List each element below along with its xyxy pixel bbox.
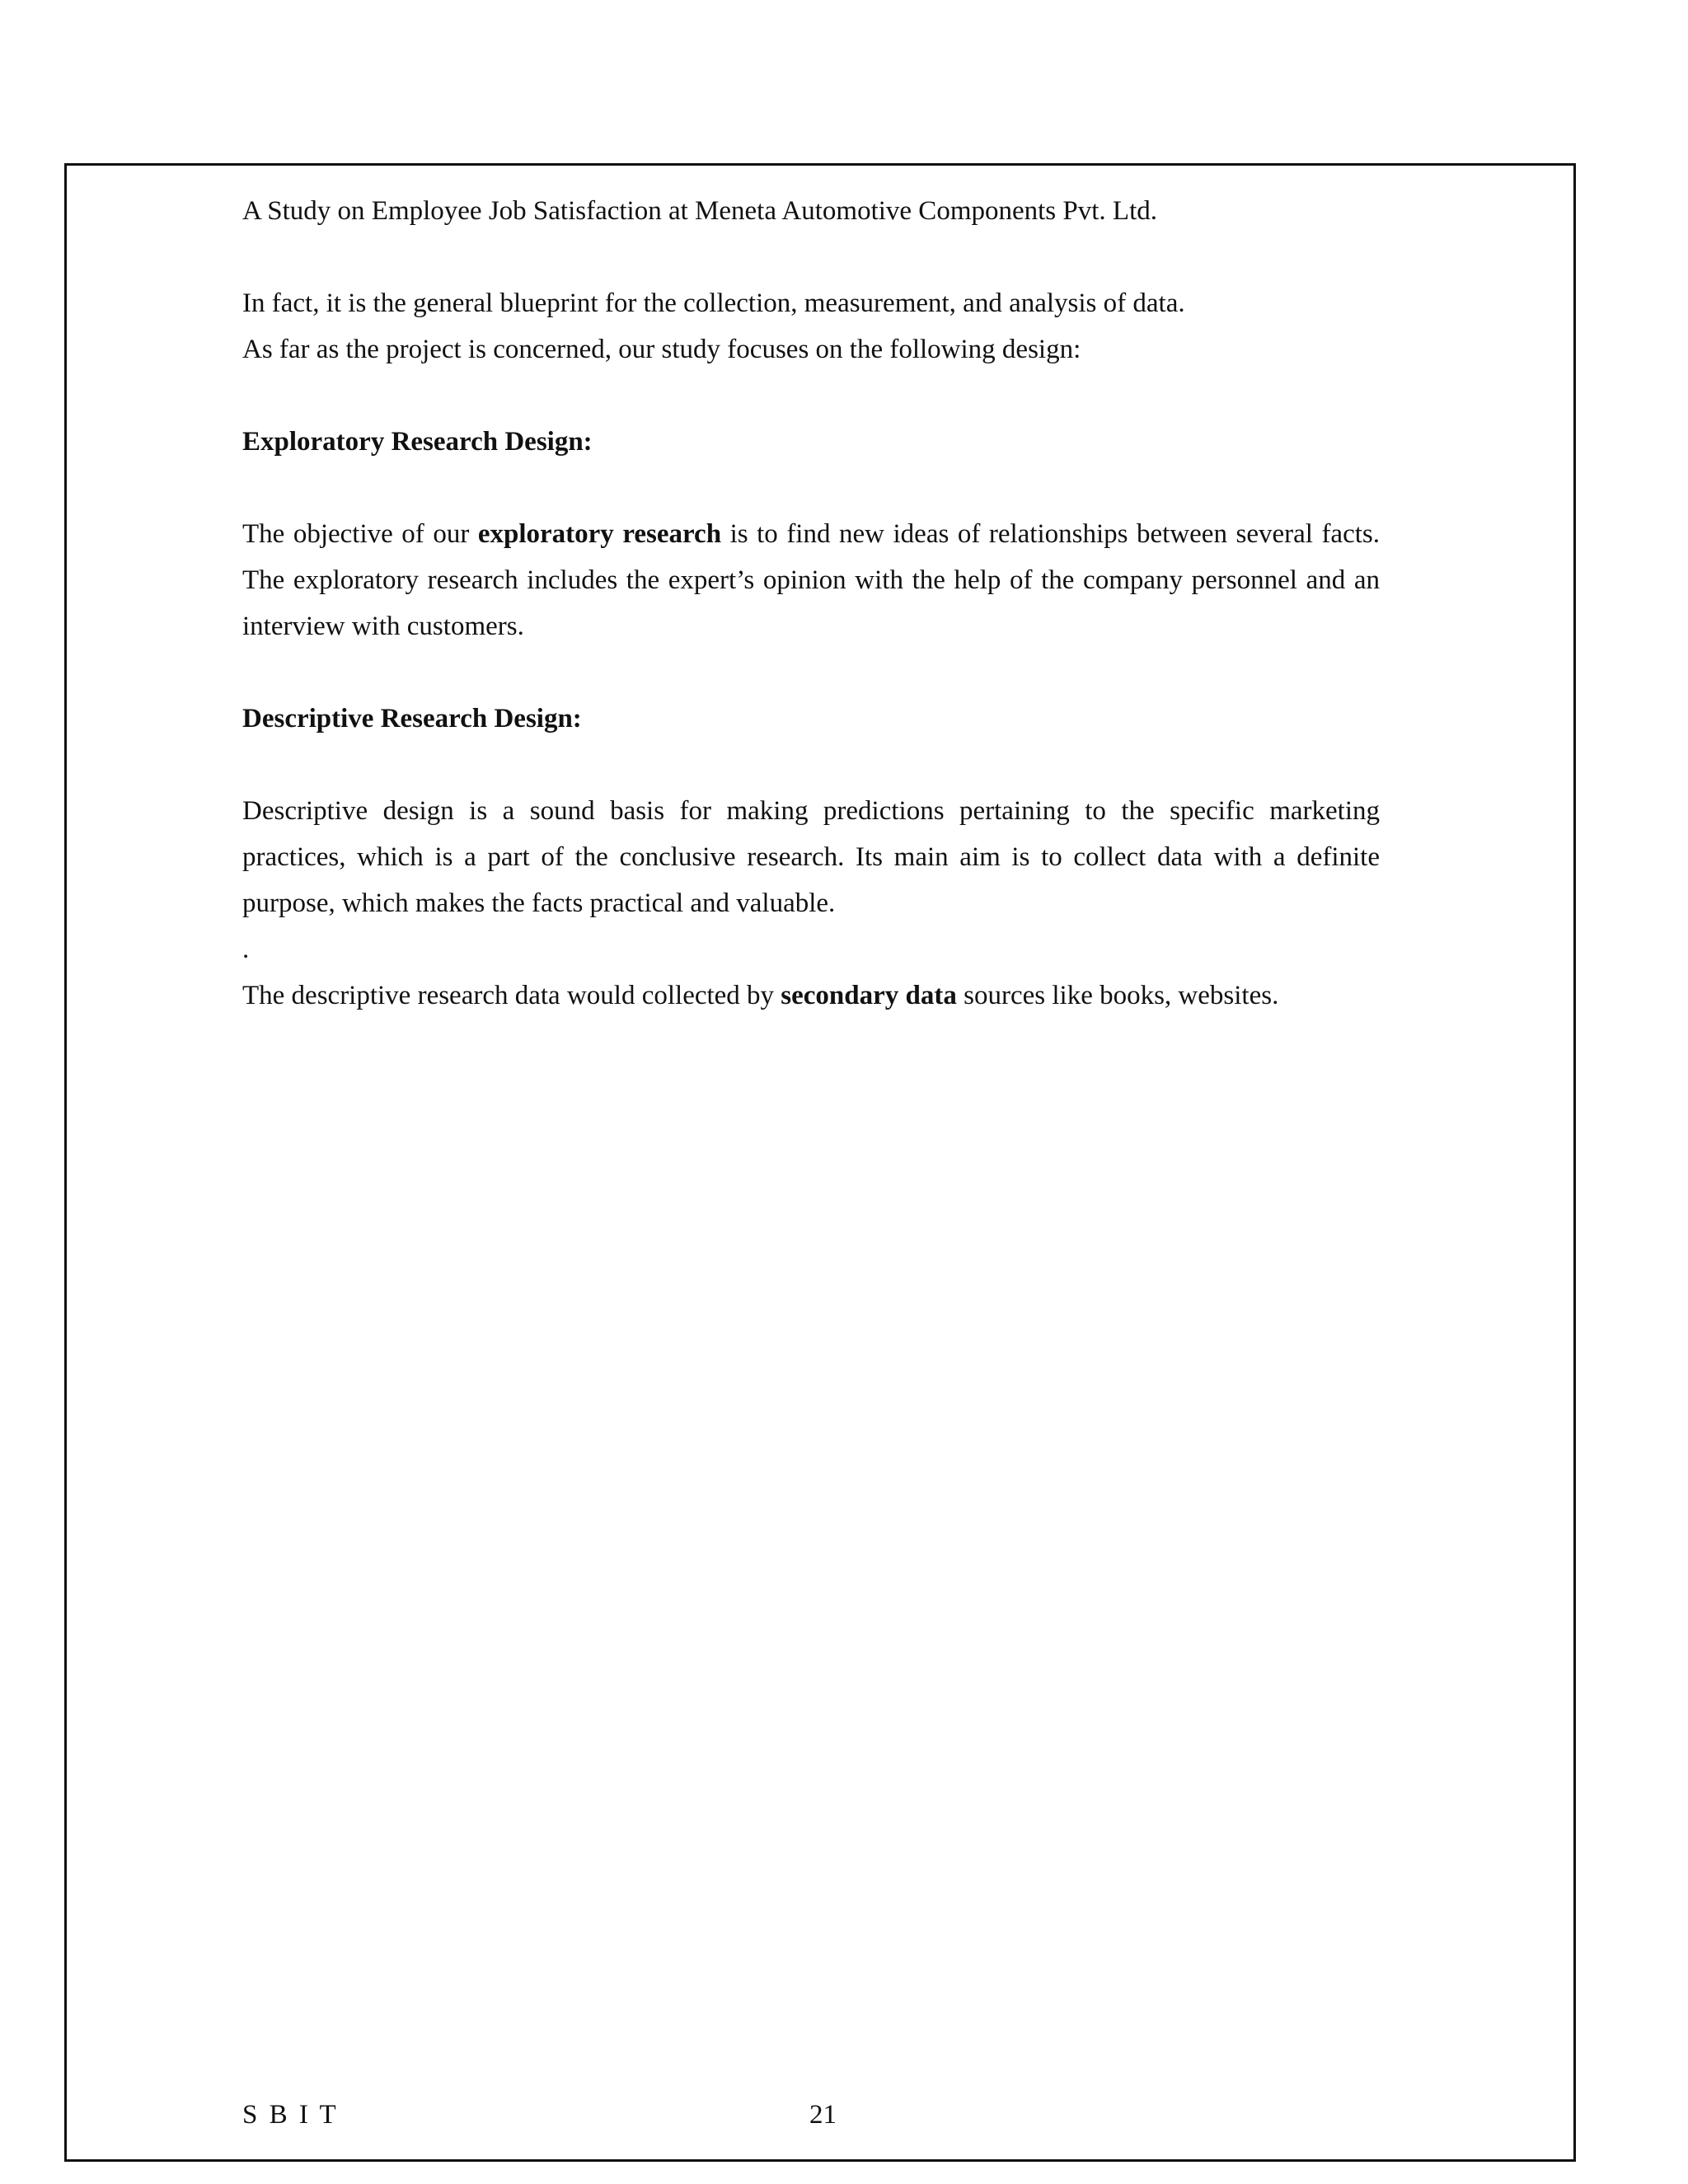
- footer-page-number: 21: [809, 2100, 837, 2130]
- spacer: [242, 649, 1380, 696]
- exploratory-text-before: The objective of our: [242, 519, 478, 549]
- exploratory-text-after: is to find new ideas of relationships between several facts. The exploratory research includes the expert’s opinion with the help of the company personnel and an interview with customers.: [242, 519, 1380, 641]
- final-text-after: sources like books, websites.: [956, 981, 1279, 1010]
- descriptive-heading: Descriptive Research Design:: [242, 704, 582, 733]
- spacer: [242, 373, 1380, 419]
- intro-line-1: In fact, it is the general blueprint for the collection, measurement, and analysis of data.: [242, 288, 1185, 318]
- footer-institution: S B I T: [242, 2100, 339, 2130]
- final-text-before: The descriptive research data would collected by: [242, 981, 781, 1010]
- exploratory-paragraph: [242, 511, 1380, 649]
- intro-line-2: As far as the project is concerned, our study focuses on the following design:: [242, 335, 1081, 364]
- exploratory-heading: Exploratory Research Design:: [242, 427, 593, 457]
- spacer: [242, 465, 1380, 511]
- descriptive-final-line: [242, 972, 1380, 1019]
- descriptive-paragraph: Descriptive design is a sound basis for making predictions pertaining to the specific marketing practices, which is a part of the conclusive research. Its main aim is to collect data with a definite purpose, which makes the facts practical and valuable.: [242, 796, 1380, 918]
- spacer: [242, 742, 1380, 788]
- page-content: [242, 188, 1380, 1019]
- exploratory-bold-term: exploratory research: [477, 519, 722, 549]
- separator-dot: .: [242, 935, 250, 964]
- final-bold-term: secondary data: [781, 981, 957, 1010]
- running-header-title: A Study on Employee Job Satisfaction at Meneta Automotive Components Pvt. Ltd.: [242, 196, 1157, 226]
- spacer: [242, 234, 1380, 280]
